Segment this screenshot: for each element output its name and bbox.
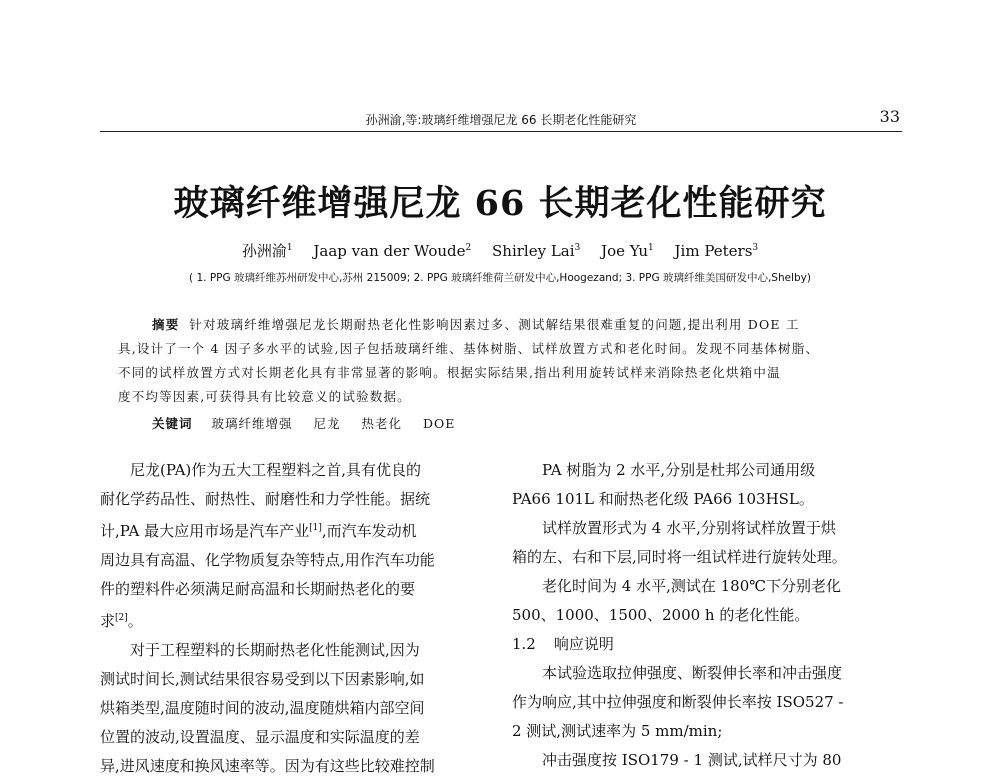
paper-title: 玻璃纤维增强尼龙 66 长期老化性能研究 [173, 183, 827, 224]
text-line: 求[2]。 [100, 612, 143, 630]
text-line: 本试验选取拉伸强度、断裂伸长率和冲击强度 [542, 664, 843, 682]
text-line: 试样放置形式为 4 水平,分别将试样放置于烘 [542, 519, 836, 537]
abstract-line: 度不均等因素,可获得具有比较意义的试验数据。 [118, 389, 411, 404]
abstract-line: 摘要 针对玻璃纤维增强尼龙长期耐热老化性影响因素过多、测试解结果很难重复的问题,提出利用 DOE 工 [152, 317, 800, 332]
text-line: 异,进风速度和换风速率等。因为有这些比较难控制 [100, 757, 435, 775]
text-line: 对于工程塑料的长期耐热老化性能测试,因为 [130, 641, 420, 659]
text-line: 尼龙(PA)作为五大工程塑料之首,具有优良的 [130, 461, 422, 479]
text-line: 烘箱类型,温度随时间的波动,温度随烘箱内部空间 [100, 699, 425, 717]
keyword: 玻璃纤维增强 [211, 416, 293, 431]
citation: [1] [309, 523, 322, 533]
section-heading [512, 630, 898, 659]
text-line: 500、1000、1500、2000 h 的老化性能。 [512, 606, 810, 624]
text-line: 2 测试,测试速率为 5 mm/min; [512, 722, 723, 740]
left-column [100, 456, 486, 781]
text-line: 位置的波动,设置温度、显示温度和实际温度的差 [100, 728, 420, 746]
text-line: 箱的左、右和下层,同时将一组试样进行旋转处理。 [512, 548, 847, 566]
text-line: 耐化学药品性、耐热性、耐磨性和力学性能。据统 [100, 490, 431, 508]
running-title: 孙洲渝,等:玻璃纤维增强尼龙 66 长期老化性能研究 [365, 113, 637, 127]
keyword: DOE [423, 416, 456, 431]
text-line: PA 树脂为 2 水平,分别是杜邦公司通用级 [542, 461, 816, 479]
author: Jim Peters$^3$ [674, 242, 759, 260]
citation: [2] [115, 613, 128, 623]
text-line: 作为响应,其中拉伸强度和断裂伸长率按 ISO527 - [512, 693, 844, 711]
abstract-line: 具,设计了一个 4 因子多水平的试验,因子包括玻璃纤维、基体树脂、试样放置方式和老化时间。发现不同基体树脂、 [118, 341, 820, 356]
running-header [100, 107, 902, 132]
text-line: 老化时间为 4 水平,测试在 180℃下分别老化 [542, 577, 842, 595]
affiliations: ( 1. PPG 玻璃纤维苏州研发中心,苏州 215009; 2. PPG 玻璃纤维荷兰研发中心,Hoogezand; 3. PPG 玻璃纤维美国研发中心,Shelby) [189, 272, 811, 284]
author: 孙洲渝$^1$ [241, 242, 293, 260]
author: Jaap van der Woude$^2$ [313, 242, 472, 260]
text-line: 周边具有高温、化学物质复杂等特点,用作汽车功能 [100, 551, 435, 569]
text-line: 冲击强度按 ISO179 - 1 测试,试样尺寸为 80 [542, 751, 842, 769]
keyword: 热老化 [361, 416, 403, 431]
keywords [152, 414, 471, 432]
abstract-line: 不同的试样放置方式对长期老化具有非常显著的影响。根据实际结果,指出利用旋转试样来消除热老化烘箱中温 [118, 365, 781, 380]
section-title: 响应说明 [553, 635, 614, 653]
author: Joe Yu$^1$ [601, 242, 654, 260]
author: Shirley Lai$^3$ [492, 242, 581, 260]
right-column [512, 456, 898, 775]
text-line: 测试时间长,测试结果很容易受到以下因素影响,如 [100, 670, 425, 688]
keywords-label: 关键词 [152, 416, 193, 431]
abstract [118, 313, 884, 409]
text-line: 件的塑料件必须满足耐高温和长期耐热老化的要 [100, 580, 416, 598]
text-line: 计,PA 最大应用市场是汽车产业[1],而汽车发动机 [100, 522, 417, 540]
page-number: 33 [879, 107, 900, 126]
author-list [0, 240, 1000, 261]
section-number: 1.2 [512, 635, 536, 653]
abstract-label: 摘要 [152, 317, 180, 332]
keyword: 尼龙 [313, 416, 341, 431]
text-line: PA66 101L 和耐热老化级 PA66 103HSL。 [512, 490, 814, 508]
